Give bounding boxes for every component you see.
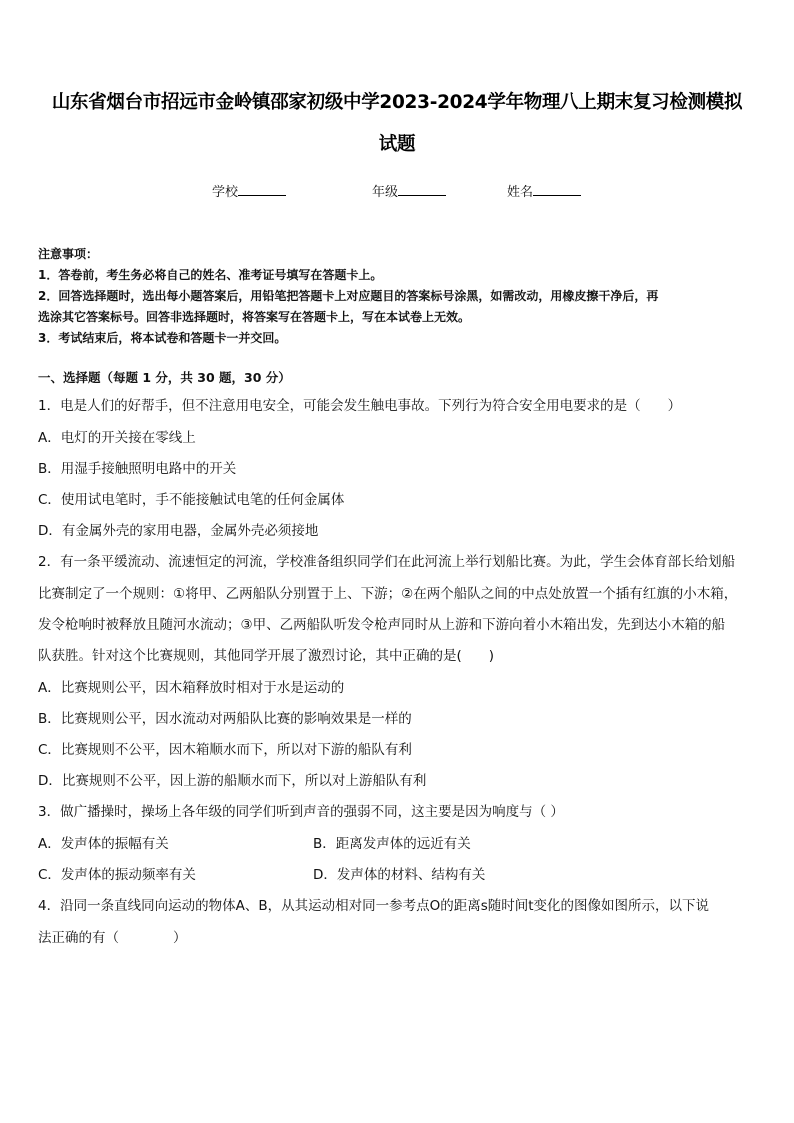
student-info-row [0,181,794,201]
notice-heading: 注意事项： [38,247,99,261]
notice-item: 选涂其它答案标号。回答非选择题时，将答案写在答题卡上，写在本试卷上无效。 [38,310,471,324]
notice-item: 1．答卷前，考生务必将自己的姓名、准考证号填写在答题卡上。 [38,268,383,282]
name-blank [533,182,581,196]
school-field [212,181,286,200]
question-2-stem-line4: 队获胜。针对这个比赛规则，其他同学开展了激烈讨论，其中正确的是( ) [38,648,495,664]
question-2-option-c: C．比赛规则不公平，因木箱顺水而下，所以对下游的船队有利 [38,742,412,758]
grade-blank [398,182,446,196]
question-4-stem-line2: 法正确的有（ ） [38,930,187,946]
question-3-option-a: A．发声体的振幅有关 [38,836,169,852]
question-1-option-a: A．电灯的开关接在零线上 [38,430,196,446]
question-2-stem-line1: 2．有一条平缓流动、流速恒定的河流，学校准备组织同学们在此河流上举行划船比赛。为此，学生会体育部长给划船 [38,554,736,570]
exam-title-line2: 试题 [378,134,416,155]
grade-field [372,181,446,200]
notice-item: 3．考试结束后，将本试卷和答题卡一并交回。 [38,331,287,345]
name-label: 姓名 [507,185,534,200]
question-2-option-a: A．比赛规则公平，因木箱释放时相对于水是运动的 [38,680,345,696]
question-1-option-b: B．用湿手接触照明电路中的开关 [38,461,237,477]
question-2-stem-line2: 比赛制定了一个规则：①将甲、乙两船队分别置于上、下游；②在两个船队之间的中点处放置一个插有红旗的小木箱， [38,586,738,602]
name-field [507,181,581,200]
question-1-option-d: D．有金属外壳的家用电器，金属外壳必须接地 [38,523,319,539]
school-blank [238,182,286,196]
question-2-stem-line3: 发令枪响时被释放且随河水流动；③甲、乙两船队听发令枪声同时从上游和下游向着小木箱出发，先到达小木箱的船 [38,617,726,633]
grade-label: 年级 [372,185,399,200]
question-4-stem-line1: 4．沿同一条直线同向运动的物体A、B，从其运动相对同一参考点O的距离s随时间t变化的图像如图所示，以下说 [38,898,710,914]
question-1-option-c: C．使用试电笔时，手不能接触试电笔的任何金属体 [38,492,345,508]
question-1-stem: 1．电是人们的好帮手，但不注意用电安全，可能会发生触电事故。下列行为符合安全用电要求的是（ ） [38,398,682,414]
question-3-option-c: C．发声体的振动频率有关 [38,867,196,883]
question-3-option-b: B．距离发声体的远近有关 [313,836,471,852]
section-heading: 一、选择题（每题 1 分，共 30 题，30 分） [38,370,291,385]
notice-item: 2．回答选择题时，选出每小题答案后，用铅笔把答题卡上对应题目的答案标号涂黑，如需改动，用橡皮擦干净后，再 [38,289,659,303]
question-3-option-d: D．发声体的材料、结构有关 [313,867,486,883]
notice-block [38,244,762,349]
question-2-option-b: B．比赛规则公平，因水流动对两船队比赛的影响效果是一样的 [38,711,412,727]
school-label: 学校 [212,185,239,200]
question-2-option-d: D．比赛规则不公平，因上游的船顺水而下，所以对上游船队有利 [38,773,427,789]
exam-title-line1: 山东省烟台市招远市金岭镇邵家初级中学2023-2024学年物理八上期末复习检测模拟 [51,92,743,113]
question-3-stem: 3．做广播操时，操场上各年级的同学们听到声音的强弱不同，这主要是因为响度与（ ） [38,804,564,820]
